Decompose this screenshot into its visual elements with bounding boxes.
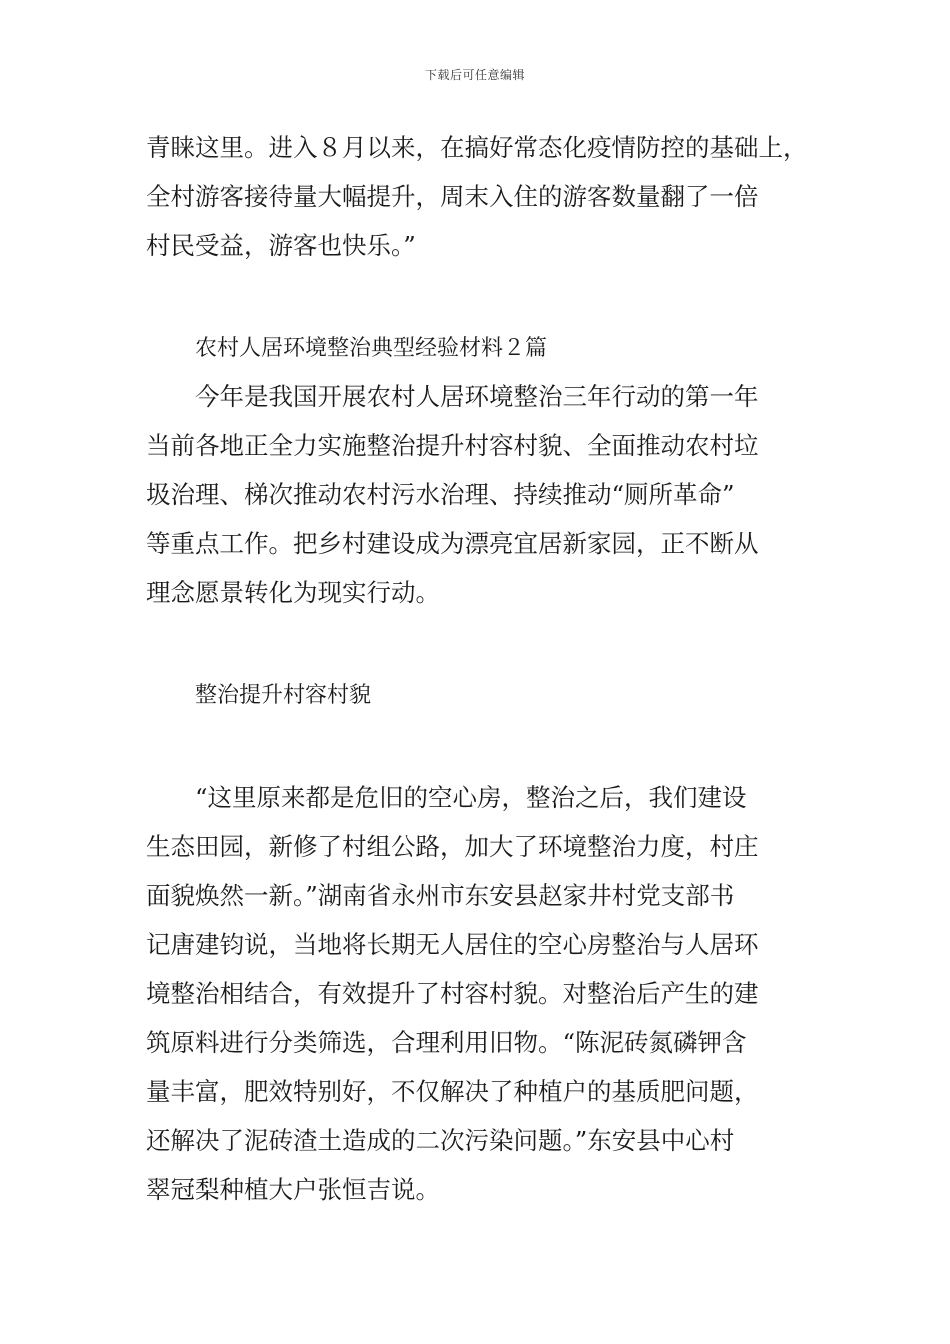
text-line: 青睐这里。进入８月以来，在搞好常态化疫情防控的基础上， <box>146 133 808 162</box>
text-line: 圾治理、梯次推动农村污水治理、持续推动“厕所革命” <box>146 480 735 509</box>
text-line: 面貌焕然一新。”湖南省永州市东安县赵家井村党支部书 <box>146 881 735 910</box>
text-line: 全村游客接待量大幅提升，周末入住的游客数量翻了一倍 <box>146 182 759 211</box>
text-line: 今年是我国开展农村人居环境整治三年行动的第一年 <box>195 382 759 411</box>
section-heading: 整治提升村容村貌 <box>195 683 372 708</box>
text-line: 还解决了泥砖渣土造成的二次污染问题。”东安县中心村 <box>146 1126 735 1155</box>
text-line: 生态田园，新修了村组公路，加大了环境整治力度，村庄 <box>146 832 759 861</box>
paragraph-intro <box>146 372 810 617</box>
text-line: 等重点工作。把乡村建设成为漂亮宜居新家园，正不断从 <box>146 529 759 558</box>
text-line: 量丰富，肥效特别好，不仅解决了种植户的基质肥问题， <box>146 1077 759 1106</box>
text-line: 翠冠梨种植大户张恒吉说。 <box>146 1175 440 1204</box>
text-line: 境整治相结合，有效提升了村容村貌。对整治后产生的建 <box>146 979 759 1008</box>
text-line: “这里原来都是危旧的空心房，整治之后，我们建设 <box>195 783 747 812</box>
paragraph-continuation <box>146 123 810 270</box>
text-line: 当前各地正全力实施整治提升村容村貌、全面推动农村垃 <box>146 431 759 460</box>
paragraph-body <box>146 773 810 1214</box>
text-line: 村民受益，游客也快乐。” <box>146 231 416 260</box>
page-header: 下载后可任意编辑 <box>424 68 525 82</box>
text-line: 筑原料进行分类筛选，合理利用旧物。“陈泥砖氮磷钾含 <box>146 1028 747 1057</box>
document-title: 农村人居环境整治典型经验材料２篇 <box>195 336 548 361</box>
text-line: 理念愿景转化为现实行动。 <box>146 578 440 607</box>
text-line: 记唐建钧说，当地将长期无人居住的空心房整治与人居环 <box>146 930 759 959</box>
